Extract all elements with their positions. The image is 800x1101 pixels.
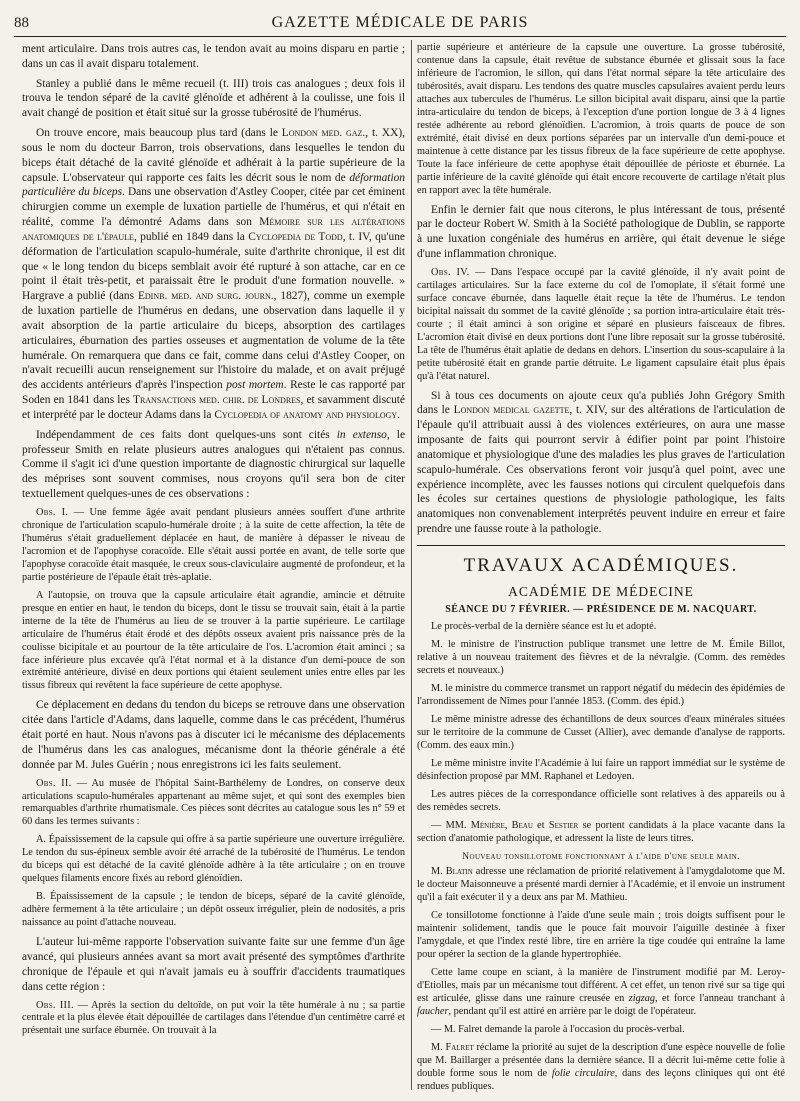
paragraph: Stanley a publié dans le même recueil (t. III) trois cas analogues ; deux fois il trouva le tendon séparé de la cavité glénoïde et adhérent à la coulisse, une fois il avait changé de position et était situé sur la grosse tubérosité de l'humérus.: [22, 77, 405, 120]
journal-reference: Mémoire sur les altérations anatomiques de l'épaule: [22, 216, 405, 243]
section-title: TRAVAUX ACADÉMIQUES.: [463, 554, 739, 576]
emphasis: déformation particulière du biceps: [22, 171, 405, 199]
proceeding-item: M. le ministre de l'instruction publique transmet une lettre de M. Émile Billot, relative à un nouveau traitement des fièvres et de la névralgie. (Comm. des remèdes secrets et nouveaux.): [417, 639, 785, 677]
paragraph: Indépendamment de ces faits dont quelques-uns sont cités in extenso, le professeur Smith en relate plusieurs autres analogues qui n'étaient pas connus. Comme il s'agit ici d'une question importante de diagnostic chirurgical sur laquelle des méprises sont souvent commises, nous croyons qu'il sera bon de citer textuellement quelques-unes de ces observations :: [22, 428, 405, 501]
observation-label: Obs. I.: [36, 506, 69, 518]
paragraph: partie supérieure et antérieure de la capsule une ouverture. La grosse tubérosité, contenue dans la capsule, était revêtue de substance éburnée et glissait sous la face inférieure de l'acromion, le sillon, qui dans l'état normal sépare la tête articulaire des tubérosités, avait disparu. Les tendons des quatre muscles capsulaires avaient perdu leurs attaches aux tubercules de l'humérus. Le sillon bicipital avait disparu, ainsi que la partie intra-articulaire du tendon de biceps, à l'exception d'une portion longue de 3 à 4 lignes restée adhérente au rebord glénoïdien. L'acromion, à trois quarts de pouce de son extrémité, était divisé en deux portions séparées par un intervalle d'un demi-pouce et maintenue à cette distance par les tissus fibreux de la face supérieure de cette apophyse. Toute la face inférieure de cette apophyse était dépouillée de périoste et éburnée. La partie inférieure de la cavité glénoïde qui était encore recouverte de cartilage n'était plus en rapport avec la tête humérale.: [417, 42, 785, 196]
subsection-heading: Nouveau tonsillotome fonctionnant à l'aide d'une seule main.: [462, 850, 740, 862]
proceeding-item: Ce tonsillotome fonctionne à l'aide d'une seule main ; trois doigts suffisent pour le maintenir solidement, tandis que le pouce fait mouvoir l'aiguille destinée à fixer l'amygdale, et que l'index resté libre, tire en arrière la tige coudée qui entraîne la lame pour opérer la section de la glande hypertrophiée.: [417, 910, 785, 960]
paragraph: Si à tous ces documents on ajoute ceux qu'a publiés John Grégory Smith dans le London medical gazette, t. XIV, sur des altérations de l'articulation de l'épaule qu'il attribuait aussi à des violences extérieures, on aura une masse imposante de faits qui pourront servir à édifier point par point l'histoire anatomique et physiologique d'une des maladies les plus graves de l'articulation scapulo-humérale. Ces observations feront voir jusqu'à quel point, avec une expérience incomplète, avec les fausses notions qui circulent quelquefois dans les écoles sur certaines questions de physiologie pathologique, les faits anatomiques non convenablement interprétés peuvent induire en erreur et faire prendre une fausse route à la pathologie.: [417, 389, 785, 536]
proceeding-item: M. Blatin adresse une réclamation de priorité relativement à l'amygdalotome que M. le docteur Maisonneuve a présenté mardi dernier à l'Académie, et il envoie un instrument qu'il a fait exécuter il y a deux ans par M. Mathieu.: [417, 866, 785, 904]
running-head: [14, 10, 786, 32]
proceeding-item: Le même ministre adresse des échantillons de deux sources d'eaux minérales situées sur le territoire de la commune de Cusset (Allier), avec demande d'analyse de rapports. (Comm. des eaux min.): [417, 713, 785, 751]
paragraph: Enfin le dernier fait que nous citerons, le plus intéressant de tous, présenté par le docteur Robert W. Smith à la Société pathologique de Dublin, se rapporte à une luxation congéniale des humérus en arrière, qui était devenue le siége d'une inflammation chronique.: [417, 203, 785, 261]
section-rule: [417, 545, 785, 546]
emphasis: post mortem: [226, 379, 284, 392]
observation-1: Obs. I. — Une femme âgée avait pendant plusieurs années souffert d'une arthrite chronique de l'articulation scapulo-humérale droite ; à la suite de cette affection, la tête de l'humérus s'était graduellement déplacée en haut, de manière à dépasser le niveau de l'acromion et de l'apophyse coracoïde. Elle s'était aussi portée en avant, de telle sorte que l'apophyse coracoïde était masquée, le creux sous-claviculaire augmenté de profondeur, et la partie postérieure de l'épaule était très-aplatie.: [22, 506, 405, 583]
paragraph: A l'autopsie, on trouva que la capsule articulaire était agrandie, amincie et détruite presque en entier en haut, le tendon du biceps, dont le tissu se trouvait sain, était à la partie interne de la tête de l'humérus au lieu de se trouver à la partie supérieure. Le cartilage articulaire de l'humérus était érodé et des dépôts osseux avaient pris naissance près de la coulisse bicipitale et au pourtour de la tête articulaire de l'os. L'acromion était aminci ; sa face inférieure plus excavée qu'à l'état normal et à la distance d'un demi-pouce de son extrémité antérieure, divisé en deux portions qui étaient seulement unies entre elles par les tissus fibreux qui revêtent la face supérieure de cette apophyse.: [22, 589, 405, 692]
proceeding-item: Le même ministre invite l'Académie à lui faire un rapport immédiat sur le système de désinfection proposé par MM. Raphanel et Ledoyen.: [417, 757, 785, 782]
paragraph: Ce déplacement en dedans du tendon du biceps se retrouve dans une observation citée dans l'article d'Adams, dans laquelle, comme dans le cas précédent, l'humérus était porté en haut. Nous n'avons pas à discuter ici le mécanisme des déplacements de l'humérus dans les cas analogues, mécanisme dont la théorie générale a été donnée par M. Jules Guérin ; nous enregistrons ici les faits seulement.: [22, 699, 405, 771]
paragraph: ment articulaire. Dans trois autres cas, le tendon avait au moins disparu en partie ; dans un cas il avait disparu totalement.: [22, 43, 405, 70]
person-name: Sestier: [548, 819, 579, 831]
emphasis: in extenso: [336, 428, 387, 441]
left-column: [22, 42, 405, 1094]
proceeding-item: M. Falret réclame la priorité au sujet de la description d'une espèce nouvelle de folie que M. Baillarger a présentée dans la dernière séance. Il a décrit lui-même cette folie à double forme sous le nom de folie circulaire, dans des leçons cliniques qui ont été rendues publiques.: [417, 1041, 785, 1092]
proceeding-item: — M. Falret demande la parole à l'occasion du procès-verbal.: [431, 1023, 685, 1035]
column-divider: [411, 40, 412, 1090]
right-column: [417, 42, 785, 1094]
proceeding-item: M. le ministre du commerce transmet un rapport négatif du médecin des épidémies de l'arrondissement de Nîmes pour l'année 1853. (Comm. des épid.): [417, 683, 785, 708]
observation-label: Obs. IV.: [431, 266, 470, 278]
proceeding-item: Cette lame coupe en sciant, à la manière de l'instrument modifié par M. Leroy-d'Etiolles, mais par un mécanisme tout différent. A cet effet, un tenon rivé sur sa tige qui est articulée, glisse dans une rainure creusée en zigzag, et force l'anneau tranchant à faucher, pendant qu'il est attiré en arrière par le doigt de l'opérateur.: [417, 966, 785, 1017]
proceeding-item: — MM. Ménière, Beau et Sestier se portent candidats à la place vacante dans la section d'anatomie pathologique, et adressent la liste de leurs titres.: [417, 819, 785, 844]
observation-2: Obs. II. — Au musée de l'hôpital Saint-Barthélemy de Londres, on conserve deux articulations scapulo-humérales appartenant au même sujet, et qui sont des exemples bien remarquables d'arthrite rhumatismale. Ces pièces sont décrites au catalogue sous les n° 59 et 60 dans les termes suivants :: [22, 777, 405, 828]
person-name: Ménière, Beau: [470, 819, 533, 831]
catalogue-entry: B. Épaississement de la capsule ; le tendon de biceps, séparé de la cavité glénoïde, adhère fermement à la tête articulaire ; un dépôt osseux irrégulier, plein de nodosités, a pris naissance au point d'attache nouveau.: [22, 891, 405, 929]
journal-reference: Cyclopedia de Todd: [248, 230, 343, 243]
page-number: 88: [14, 15, 29, 31]
journal-reference: Cyclopedia of anatomy and physiology: [214, 408, 398, 421]
journal-reference: London medical gazette: [453, 404, 570, 417]
emphasis: faucher: [417, 1005, 449, 1017]
academy-title: ACADÉMIE DE MÉDECINE: [508, 583, 694, 599]
observation-label: Obs. III.: [36, 999, 74, 1011]
emphasis: zigzag: [628, 992, 656, 1004]
observation-3: Obs. III. — Après la section du deltoïde, on put voir la tête humérale à nu ; sa partie centrale et la plus élevée était dépouillée de cartilages dans l'étendue d'un centimètre carré et présentait une surface éburnée. On trouvait à la: [22, 999, 405, 1037]
journal-reference: Transactions med. chir. de Londres: [132, 394, 301, 407]
person-name: Blatin: [445, 866, 473, 878]
paragraph: On trouve encore, mais beaucoup plus tard (dans le London med. gaz., t. XX), sous le nom du docteur Barron, trois observations, dans lesquelles le tendon du biceps était détaché de la cavité glénoïde et adhérait à la partie supérieure de la capsule. L'observateur qui rapporte ces faits les décrit sous le nom de déformation particulière du biceps. Dans une observation d'Astley Cooper, citée par cet éminent chirurgien comme un exemple de luxation partielle de l'humérus, et qui n'était en réalité, comme l'a démontré Adams dans son Mémoire sur les altérations anatomiques de l'épaule, publié en 1849 dans la Cyclopedia de Todd, t. IV, qu'une déformation de l'articulation scapulo-humérale, suite d'arthrite chronique, il est dit que « le long tendon du biceps semblait avoir été rupturé à son attache, car en ce point il était très-petit, et paraissait être le produit d'une formation nouvelle. » Hargrave a publié (dans Edinb. med. and surg. journ., 1827), comme un exemple de luxation partielle de l'humérus en dedans, une observation dans laquelle il y avait absorption de la partie articulaire du biceps, absorption des cartilages articulaires, éburnation des parties osseuses et augmentation de volume de la tête humérale. On remarquera que dans ce fait, comme dans celui d'Astley Cooper, on n'avait recueilli aucun renseignement sur l'histoire du malade, et on avait préjugé des accidents antérieurs d'après l'inspection post mortem. Reste le cas rapporté par Soden en 1841 dans les Transactions med. chir. de Londres, et savamment discuté et interprété par le docteur Adams dans la Cyclopedia of anatomy and physiology.: [22, 127, 405, 421]
catalogue-entry: A. Épaississement de la capsule qui offre à sa partie supérieure une ouverture irrégulière. Le tendon du sus-épineux semble avoir été arraché de la tubérosité de l'humérus. Le tendon du biceps qui est détaché de la cavité glénoïde adhère à la tête articulaire ; on en trouve quelques filaments encore fixés au rebord glénoïdien.: [22, 834, 405, 885]
paragraph: L'auteur lui-même rapporte l'observation suivante faite sur une femme d'un âge avancé, qui plusieurs années avant sa mort avait présenté des symptômes d'arthrite chronique de l'épaule et qui n'avait jamais eu à souffrir d'accidents traumatiques dans cette région :: [22, 936, 405, 993]
journal-reference: Edinb. med. and surg. journ.: [137, 290, 274, 303]
emphasis: folie circulaire: [551, 1067, 615, 1079]
journal-reference: London med. gaz.: [281, 127, 366, 140]
session-heading: SÉANCE DU 7 FÉVRIER. — PRÉSIDENCE DE M. NACQUART.: [445, 604, 757, 616]
observation-4: Obs. IV. — Dans l'espace occupé par la cavité glénoïde, il n'y avait point de cartilages articulaires. Sur la face externe du col de l'omoplate, il s'était formé une surface concave éburnée, dans laquelle était reçue la tête de l'humérus. Le tendon bicipital naissait du sommet de la cavité glénoïde ; sa portion intra-articulaire était très-courte ; il était aminci à son origine et séparé en plusieurs faisceaux de fibres. L'acromion était divisé en deux portions dont l'une libre reposait sur la grosse tubérosité. La tête de l'humérus était aplatie de dedans en dehors. L'insertion du sous-scapulaire à la petite tubérosité était en grande partie détruite. Le ligament capsulaire était plus épais qu'à l'état naturel.: [417, 266, 785, 382]
proceeding-item: Le procès-verbal de la dernière séance est lu et adopté.: [431, 621, 657, 633]
observation-label: Obs. II.: [36, 777, 72, 789]
proceeding-item: Les autres pièces de la correspondance officielle sont relatives à des appareils ou à des remèdes secrets.: [417, 788, 785, 813]
person-name: Falret: [445, 1041, 474, 1053]
header-rule: [14, 36, 786, 37]
journal-title: GAZETTE MÉDICALE DE PARIS: [271, 14, 529, 31]
